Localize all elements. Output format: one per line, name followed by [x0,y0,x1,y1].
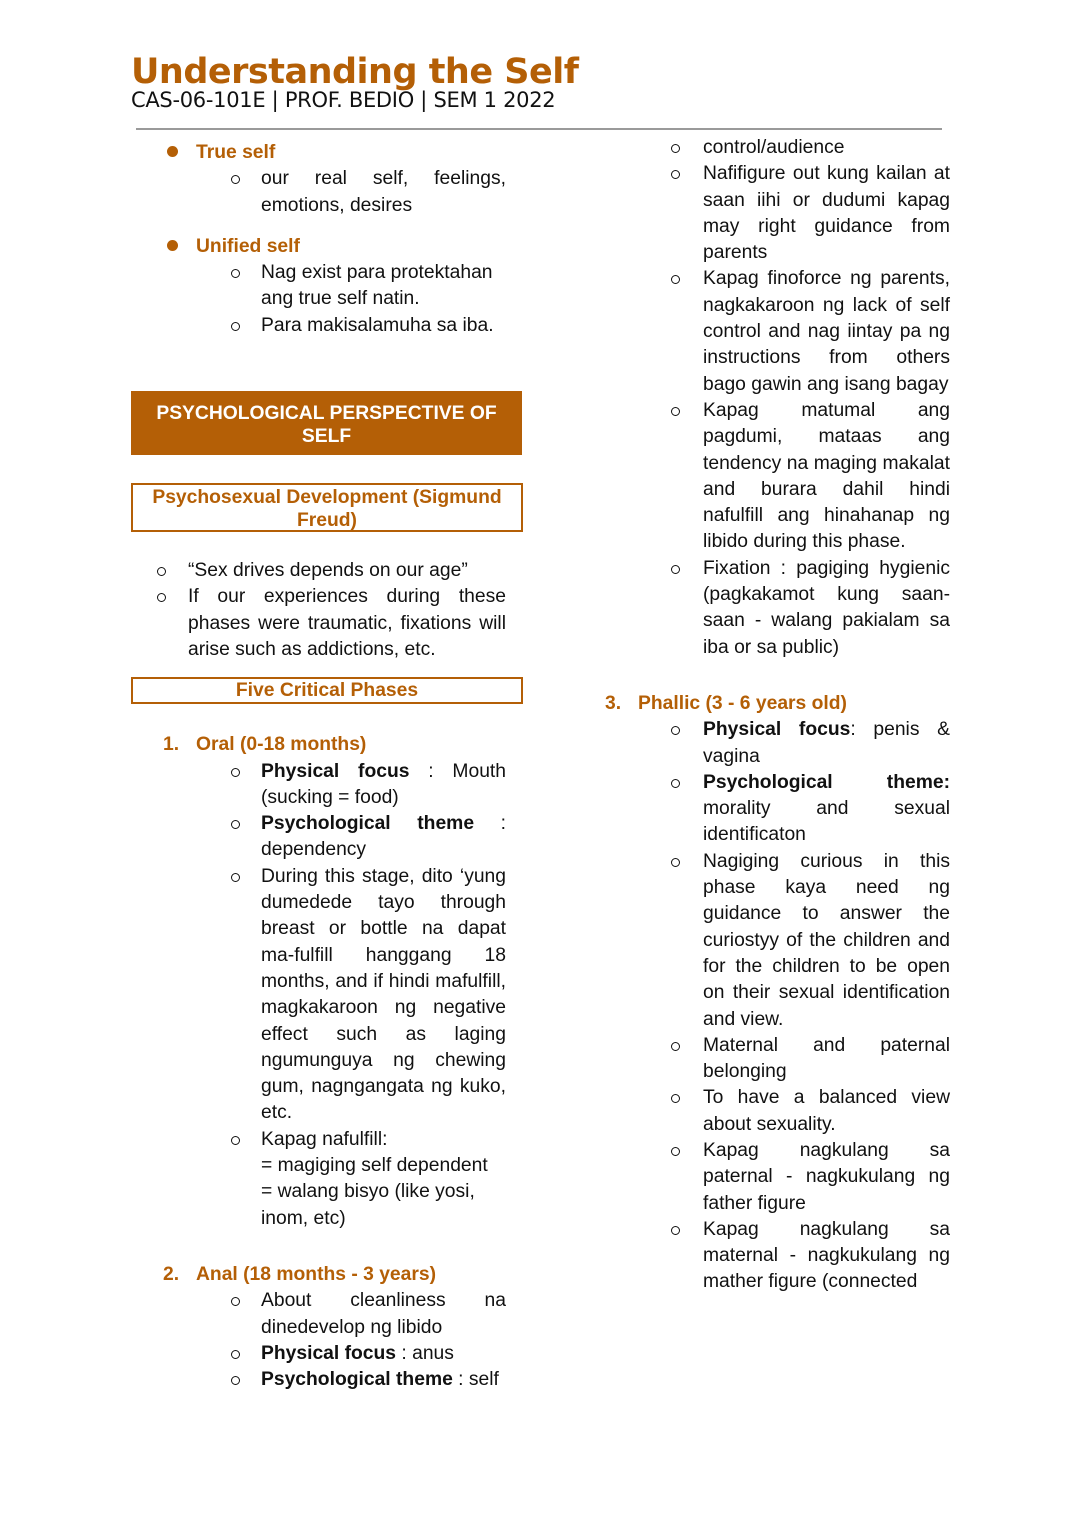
true-self-label: True self [196,142,276,163]
anal-continued-list [600,135,950,661]
list-item-text: Kapag finoforce ng parents, nagkakaroon ng lack of self control and nag iintay pa ng instructions from others bago gawin ang isang bagay [703,268,950,395]
list-item [131,260,523,313]
phase-number: 1. [163,734,180,756]
intro-list [131,558,523,663]
list-item [600,266,950,397]
course-subtitle: CAS-06-101E | PROF. BEDIO | SEM 1 2022 [131,88,556,112]
unified-self-label: Unified self [196,235,300,257]
list-item [131,1288,523,1341]
phase-label: Phallic (3 - 6 years old) [638,692,847,714]
hollow-bullet-icon [671,1147,680,1156]
list-item [131,759,523,812]
list-item [131,1127,523,1232]
hollow-bullet-icon [671,144,680,153]
hollow-bullet-icon [671,1042,680,1051]
hollow-bullet-icon [231,322,240,331]
unified-self-item [131,234,523,260]
hollow-bullet-icon [157,567,166,576]
list-item [600,135,950,161]
list-item-text: Kapag nafulfill: [261,1128,388,1150]
list-item [131,864,523,1127]
theme-label: Psychological theme: [703,771,950,793]
list-item-text: = walang bisyo (like yosi, inom, etc) [261,1181,475,1229]
focus-text: : anus [396,1342,454,1364]
bullet-dot-icon [167,146,178,157]
theme-label: Psychological theme [261,1369,453,1391]
list-item-text: About cleanliness na dinedevelop ng libido [261,1290,506,1338]
phase-number: 3. [605,692,622,714]
hollow-bullet-icon [231,1376,240,1385]
self-types-list [131,140,523,166]
list-item-text: To have a balanced view about sexuality. [703,1087,950,1135]
phase-number: 2. [163,1263,180,1285]
anal-list [131,1288,523,1393]
list-item [600,1217,950,1296]
hollow-bullet-icon [671,1226,680,1235]
list-item-text: Kapag nagkulang sa maternal - nagkukulang ng mather figure (connected [703,1218,950,1293]
hollow-bullet-icon [671,779,680,788]
hollow-bullet-icon [671,170,680,179]
list-item [600,1033,950,1086]
list-item [131,1341,523,1367]
list-item [131,584,506,663]
hollow-bullet-icon [231,1297,240,1306]
left-column [131,140,523,1393]
hollow-bullet-icon [231,873,240,882]
list-item [131,166,523,219]
list-item [600,1085,950,1138]
list-item-text: = magiging self dependent [261,1155,488,1177]
focus-text: : penis & vagina [703,719,950,767]
phase-anal-heading [131,1262,523,1288]
hollow-bullet-icon [671,275,680,284]
list-item-text: Maternal and paternal belonging [703,1034,950,1083]
psychosexual-heading: Psychosexual Development (Sigmund Freud) [131,483,523,532]
theme-label: Psychological theme [261,813,475,835]
list-item [600,717,950,770]
list-item-text: Nafifigure out kung kailan at saan iihi or dudumi kapag may right guidance from parents [703,163,950,264]
hollow-bullet-icon [231,269,240,278]
page-title: Understanding the Self [131,52,579,92]
list-item [600,770,950,849]
list-item [600,161,950,266]
list-item-text: “Sex drives depends on our age” [188,560,468,582]
list-item-text: During this stage, dito ‘yung dumedede tayo through breast or bottle na dapat ma-fulfill hanggang 18 months, and if hindi mafulfill, magkakaroon ng negative effect such as laging ngumunguya ng chewing gum, nagngangata ng kuko, etc. [261,865,506,1124]
list-item-text: Nagiging curious in this phase kaya need ng guidance to answer the curiostyy of the children and for the children to be open on their sexual identification and view. [703,850,950,1030]
self-types-list-2 [131,234,523,260]
theme-text: : self [452,1369,499,1391]
hollow-bullet-icon [231,820,240,829]
header-divider [136,128,942,130]
hollow-bullet-icon [671,565,680,574]
list-item-text: our real self, feelings, emotions, desires [261,168,506,216]
focus-label: Physical focus [261,760,410,782]
list-item-text: Fixation : pagiging hygienic (pagkakamot kung saan-saan - walang pakialam sa iba or sa public) [703,557,950,658]
hollow-bullet-icon [671,858,680,867]
unified-self-sublist [131,260,523,339]
hollow-bullet-icon [671,726,680,735]
phase-phallic-heading [600,691,950,717]
list-item [600,849,950,1033]
phallic-list [600,717,950,1296]
focus-text: : Mouth (sucking = food) [261,760,506,808]
list-item-text: Nag exist para protektahan ang true self natin. [261,262,493,310]
list-item-text: If our experiences during these phases were traumatic, fixations will arise such as addictions, etc. [188,586,506,660]
hollow-bullet-icon [231,1136,240,1145]
list-item-text: control/audience [703,137,845,158]
hollow-bullet-icon [231,768,240,777]
list-item [131,811,523,864]
phase-oral-heading [131,732,523,758]
hollow-bullet-icon [671,1094,680,1103]
hollow-bullet-icon [671,407,680,416]
true-self-item [131,140,523,166]
list-item-text: Kapag nagkulang sa paternal - nagkukulang ng father figure [703,1139,950,1214]
list-item [131,1367,523,1393]
list-item [600,556,950,661]
critical-phases-heading: Five Critical Phases [131,677,523,704]
hollow-bullet-icon [157,593,166,602]
oral-list [131,759,523,1232]
bullet-dot-icon [167,240,178,251]
focus-label: Physical focus [703,719,851,741]
list-item [131,313,523,339]
list-item [600,1138,950,1217]
phase-label: Oral (0-18 months) [196,734,367,756]
list-item [131,558,506,584]
hollow-bullet-icon [231,1350,240,1359]
right-column [600,135,950,1296]
phase-label: Anal (18 months - 3 years) [196,1263,437,1285]
true-self-sublist [131,166,523,219]
theme-text: morality and sexual identificaton [703,798,950,846]
list-item [600,398,950,556]
hollow-bullet-icon [231,175,240,184]
section-banner: PSYCHOLOGICAL PERSPECTIVE OF SELF [131,391,522,455]
focus-label: Physical focus [261,1342,397,1364]
theme-text: : dependency [261,813,506,861]
list-item-text: Para makisalamuha sa iba. [261,314,494,336]
list-item-text: Kapag matumal ang pagdumi, mataas ang tendency na maging makalat and burara dahil hindi nafulfill ang hinahanap ng libido during this phase. [703,399,950,553]
